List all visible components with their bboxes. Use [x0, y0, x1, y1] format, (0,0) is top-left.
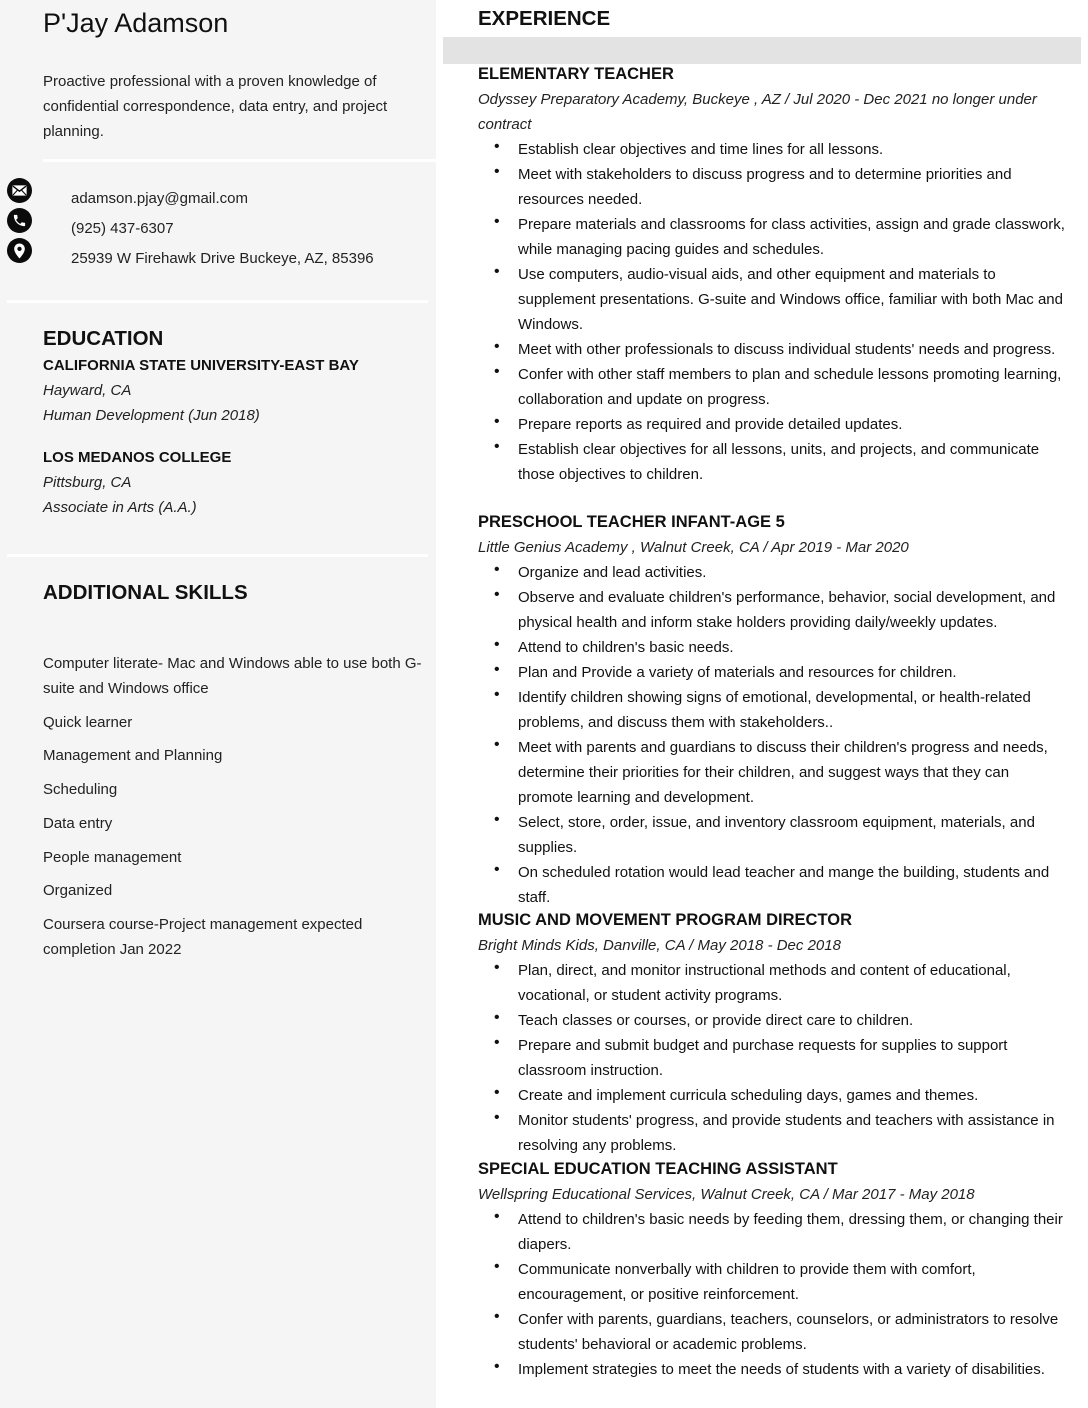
job-bullet: • Confer with parents, guardians, teachers, counselors, or administrators to resolve students' behavioral or academic problems. [478, 1307, 1068, 1357]
job-meta: Wellspring Educational Services, Walnut Creek, CA / Mar 2017 - May 2018 [478, 1186, 975, 1203]
job-bullet: • Teach classes or courses, or provide direct care to children. [478, 1008, 1068, 1033]
job-bullet: • Create and implement curricula scheduling days, games and themes. [478, 1083, 1068, 1108]
job-title: PRESCHOOL TEACHER INFANT-AGE 5 [478, 513, 785, 531]
job-bullet: • Meet with stakeholders to discuss progress and to determine priorities and resources needed. [478, 162, 1068, 212]
job-entry [478, 908, 1068, 1158]
job-bullet: • Prepare reports as required and provide detailed updates. [478, 412, 1068, 437]
job-bullets [478, 958, 1068, 1158]
job-meta: Odyssey Preparatory Academy, Buckeye , AZ / Jul 2020 - Dec 2021 no longer under contract [478, 91, 1037, 133]
job-bullet: • Meet with other professionals to discuss individual students' needs and progress. [478, 337, 1068, 362]
job-entry [478, 1157, 1068, 1382]
job-meta: Little Genius Academy , Walnut Creek, CA / Apr 2019 - Mar 2020 [478, 539, 909, 556]
job-bullet: • Plan, direct, and monitor instructional methods and content of educational, vocational, or student activity programs. [478, 958, 1068, 1008]
job-bullets [478, 560, 1068, 910]
skill-item: People management [43, 849, 182, 866]
job-bullets [478, 1207, 1068, 1382]
skill-item: Organized [43, 882, 113, 899]
job-bullet: • Prepare and submit budget and purchase requests for supplies to support classroom instruction. [478, 1033, 1068, 1083]
education-heading: EDUCATION [43, 327, 164, 350]
school-name: CALIFORNIA STATE UNIVERSITY-EAST BAY [43, 357, 359, 374]
candidate-name: P'Jay Adamson [43, 8, 229, 38]
job-bullet: • Prepare materials and classrooms for class activities, assign and grade classwork, while managing pacing guides and schedules. [478, 212, 1068, 262]
job-title: MUSIC AND MOVEMENT PROGRAM DIRECTOR [478, 911, 853, 929]
job-title: SPECIAL EDUCATION TEACHING ASSISTANT [478, 1160, 838, 1178]
skills-heading: ADDITIONAL SKILLS [43, 581, 248, 604]
school-location: Pittsburg, CA [43, 474, 132, 491]
education-entry [43, 353, 433, 428]
envelope-icon [7, 178, 32, 203]
job-meta: Bright Minds Kids, Danville, CA / May 2018 - Dec 2018 [478, 937, 841, 954]
phone-text[interactable]: (925) 437-6307 [71, 220, 174, 237]
location-pin-icon [7, 238, 32, 263]
job-entry [478, 62, 1068, 487]
job-bullet: • Monitor students' progress, and provide students and teachers with assistance in resolving any problems. [478, 1108, 1068, 1158]
heading-bar [443, 37, 1081, 64]
job-bullet: • Attend to children's basic needs by feeding them, dressing them, or changing their diapers. [478, 1207, 1068, 1257]
school-location: Hayward, CA [43, 382, 132, 399]
profile-summary: Proactive professional with a proven knowledge of confidential correspondence, data entry, and project planning. [43, 73, 388, 140]
job-bullet: • Plan and Provide a variety of materials and resources for children. [478, 660, 1068, 685]
email-text[interactable]: adamson.pjay@gmail.com [71, 190, 248, 207]
job-bullet: • Establish clear objectives and time lines for all lessons. [478, 137, 1068, 162]
job-bullet: • Identify children showing signs of emotional, developmental, or health-related problems, and discuss them with stakeholders.. [478, 685, 1068, 735]
job-bullet: • Observe and evaluate children's performance, behavior, social development, and physical health and inform stake holders providing daily/weekly updates. [478, 585, 1068, 635]
divider [7, 554, 428, 557]
job-bullet: • Meet with parents and guardians to discuss their children's progress and needs, determine their priorities for their children, and suggest ways that they can promote learning and development. [478, 735, 1068, 810]
skill-item: Quick learner [43, 714, 133, 731]
address-text: 25939 W Firehawk Drive Buckeye, AZ, 85396 [71, 250, 374, 267]
skill-item: Computer literate- Mac and Windows able to use both G-suite and Windows office [43, 655, 422, 697]
job-bullet: • Use computers, audio-visual aids, and other equipment and materials to supplement presentations. G-suite and Windows office, familiar with both Mac and Windows. [478, 262, 1068, 337]
job-bullet: • Implement strategies to meet the needs of students with a variety of disabilities. [478, 1357, 1068, 1382]
job-bullet: • Communicate nonverbally with children to provide them with comfort, encouragement, or positive reinforcement. [478, 1257, 1068, 1307]
divider [7, 300, 428, 303]
phone-icon [7, 208, 32, 233]
experience-heading: EXPERIENCE [478, 7, 611, 30]
skill-item: Data entry [43, 815, 113, 832]
skill-item: Coursera course-Project management expected completion Jan 2022 [43, 916, 363, 958]
school-name: LOS MEDANOS COLLEGE [43, 449, 232, 466]
education-entry [43, 445, 433, 520]
sidebar [0, 0, 436, 1408]
job-entry [478, 510, 1068, 910]
skill-item: Management and Planning [43, 747, 223, 764]
job-bullet: • Attend to children's basic needs. [478, 635, 1068, 660]
job-bullet: • Establish clear objectives for all lessons, units, and projects, and communicate those objectives to children. [478, 437, 1068, 487]
divider [43, 159, 436, 162]
job-bullets [478, 137, 1068, 487]
job-bullet: • Select, store, order, issue, and inventory classroom equipment, materials, and supplies. [478, 810, 1068, 860]
job-bullet: • Confer with other staff members to plan and schedule lessons promoting learning, collaboration and update on progress. [478, 362, 1068, 412]
job-bullet: • Organize and lead activities. [478, 560, 1068, 585]
job-title: ELEMENTARY TEACHER [478, 65, 674, 83]
job-bullet: • On scheduled rotation would lead teacher and mange the building, students and staff. [478, 860, 1068, 910]
skill-item: Scheduling [43, 781, 118, 798]
school-degree: Associate in Arts (A.A.) [43, 499, 197, 516]
school-degree: Human Development (Jun 2018) [43, 407, 260, 424]
